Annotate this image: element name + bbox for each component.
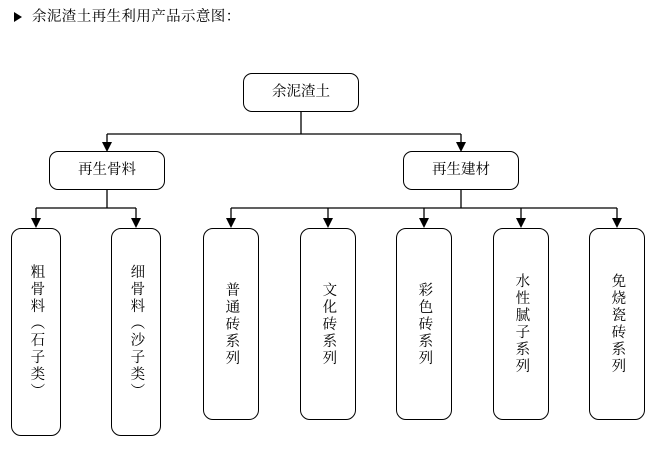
node-coarse-aggregate	[11, 228, 61, 436]
triangle-right-icon	[14, 12, 22, 22]
node-coarse-aggregate-label: 粗骨料（石子类）	[28, 264, 45, 400]
heading-label: 余泥渣土再生利用产品示意图：	[32, 9, 241, 25]
node-common-brick-label: 普通砖系列	[223, 281, 240, 367]
node-non-fired-tile	[589, 228, 645, 420]
node-recycled-aggregate-label: 再生骨料	[78, 162, 136, 179]
node-culture-brick-label: 文化砖系列	[320, 281, 337, 367]
node-recycled-building-material-label: 再生建材	[432, 162, 490, 179]
node-fine-aggregate-label: 细骨料（沙子类）	[128, 264, 145, 400]
node-fine-aggregate	[111, 228, 161, 436]
node-root-label: 余泥渣土	[272, 84, 330, 101]
node-culture-brick	[300, 228, 356, 420]
node-root	[243, 73, 359, 112]
node-water-putty	[493, 228, 549, 420]
node-water-putty-label: 水性腻子系列	[513, 273, 530, 375]
node-recycled-building-material	[403, 151, 519, 190]
node-common-brick	[203, 228, 259, 420]
node-non-fired-tile-label: 免烧瓷砖系列	[609, 273, 626, 375]
node-recycled-aggregate	[49, 151, 165, 190]
page-heading	[14, 10, 241, 25]
node-color-brick-label: 彩色砖系列	[416, 281, 433, 367]
node-color-brick	[396, 228, 452, 420]
